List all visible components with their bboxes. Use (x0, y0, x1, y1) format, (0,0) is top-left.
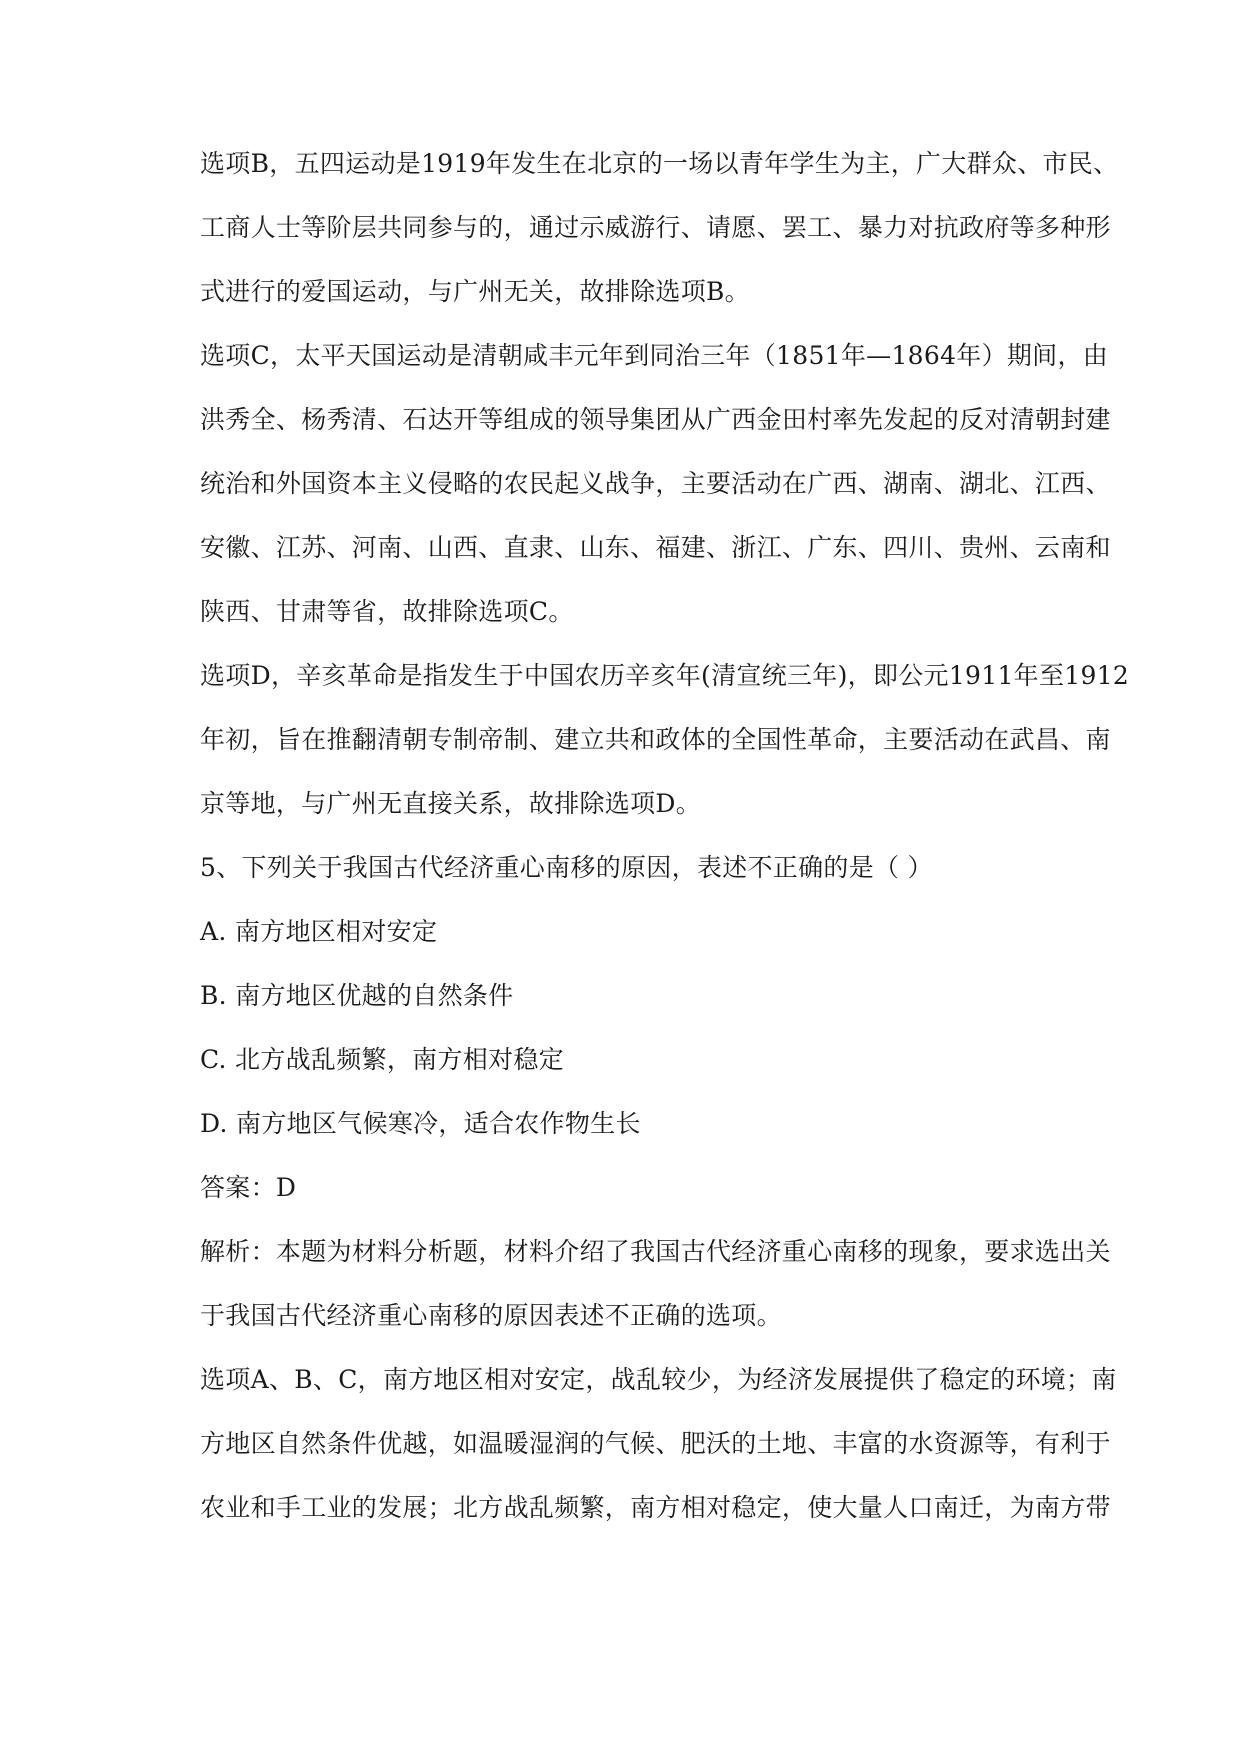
paragraph-line-option-b-1: 选项B，五四运动是1919年发生在北京的一场以青年学生为主，广大群众、市民、 (200, 149, 1119, 178)
paragraph-line-option-c-5: 陕西、甘肃等省，故排除选项C。 (200, 597, 574, 626)
question-5-analysis-2: 于我国古代经济重心南移的原因表述不正确的选项。 (200, 1301, 782, 1330)
question-5-answer: 答案：D (200, 1173, 297, 1202)
paragraph-line-option-b-3: 式进行的爱国运动，与广州无关，故排除选项B。 (200, 277, 750, 306)
paragraph-line-option-d-2: 年初，旨在推翻清朝专制帝制、建立共和政体的全国性革命，主要活动在武昌、南 (200, 725, 1111, 754)
paragraph-line-option-d-3: 京等地，与广州无直接关系，故排除选项D。 (200, 789, 702, 818)
question-5-analysis-4: 方地区自然条件优越，如温暖湿润的气候、肥沃的土地、丰富的水资源等，有利于 (200, 1429, 1111, 1458)
paragraph-line-option-c-4: 安徽、江苏、河南、山西、直隶、山东、福建、浙江、广东、四川、贵州、云南和 (200, 533, 1111, 562)
question-5-stem: 5、下列关于我国古代经济重心南移的原因，表述不正确的是（ ） (200, 853, 933, 882)
paragraph-line-option-c-3: 统治和外国资本主义侵略的农民起义战争，主要活动在广西、湖南、湖北、江西、 (200, 469, 1111, 498)
paragraph-line-option-d-1: 选项D，辛亥革命是指发生于中国农历辛亥年(清宣统三年)，即公元1911年至1912 (200, 661, 1130, 690)
paragraph-line-option-c-1: 选项C，太平天国运动是清朝咸丰元年到同治三年（1851年—1864年）期间，由 (200, 341, 1109, 370)
question-5-analysis-1: 解析：本题为材料分析题，材料介绍了我国古代经济重心南移的现象，要求选出关 (200, 1237, 1111, 1266)
question-5-analysis-3: 选项A、B、C，南方地区相对安定，战乱较少，为经济发展提供了稳定的环境；南 (200, 1365, 1117, 1394)
question-5-option-b: B. 南方地区优越的自然条件 (200, 981, 514, 1010)
question-5-option-a: A. 南方地区相对安定 (200, 917, 438, 946)
paragraph-line-option-c-2: 洪秀全、杨秀清、石达开等组成的领导集团从广西金田村率先发起的反对清朝封建 (200, 405, 1111, 434)
question-5-option-c: C. 北方战乱频繁，南方相对稳定 (200, 1045, 564, 1074)
paragraph-line-option-b-2: 工商人士等阶层共同参与的，通过示威游行、请愿、罢工、暴力对抗政府等多种形 (200, 213, 1111, 242)
question-5-option-d: D. 南方地区气候寒冷，适合农作物生长 (200, 1109, 641, 1138)
question-5-analysis-5: 农业和手工业的发展；北方战乱频繁，南方相对稳定，使大量人口南迁，为南方带 (200, 1493, 1111, 1522)
